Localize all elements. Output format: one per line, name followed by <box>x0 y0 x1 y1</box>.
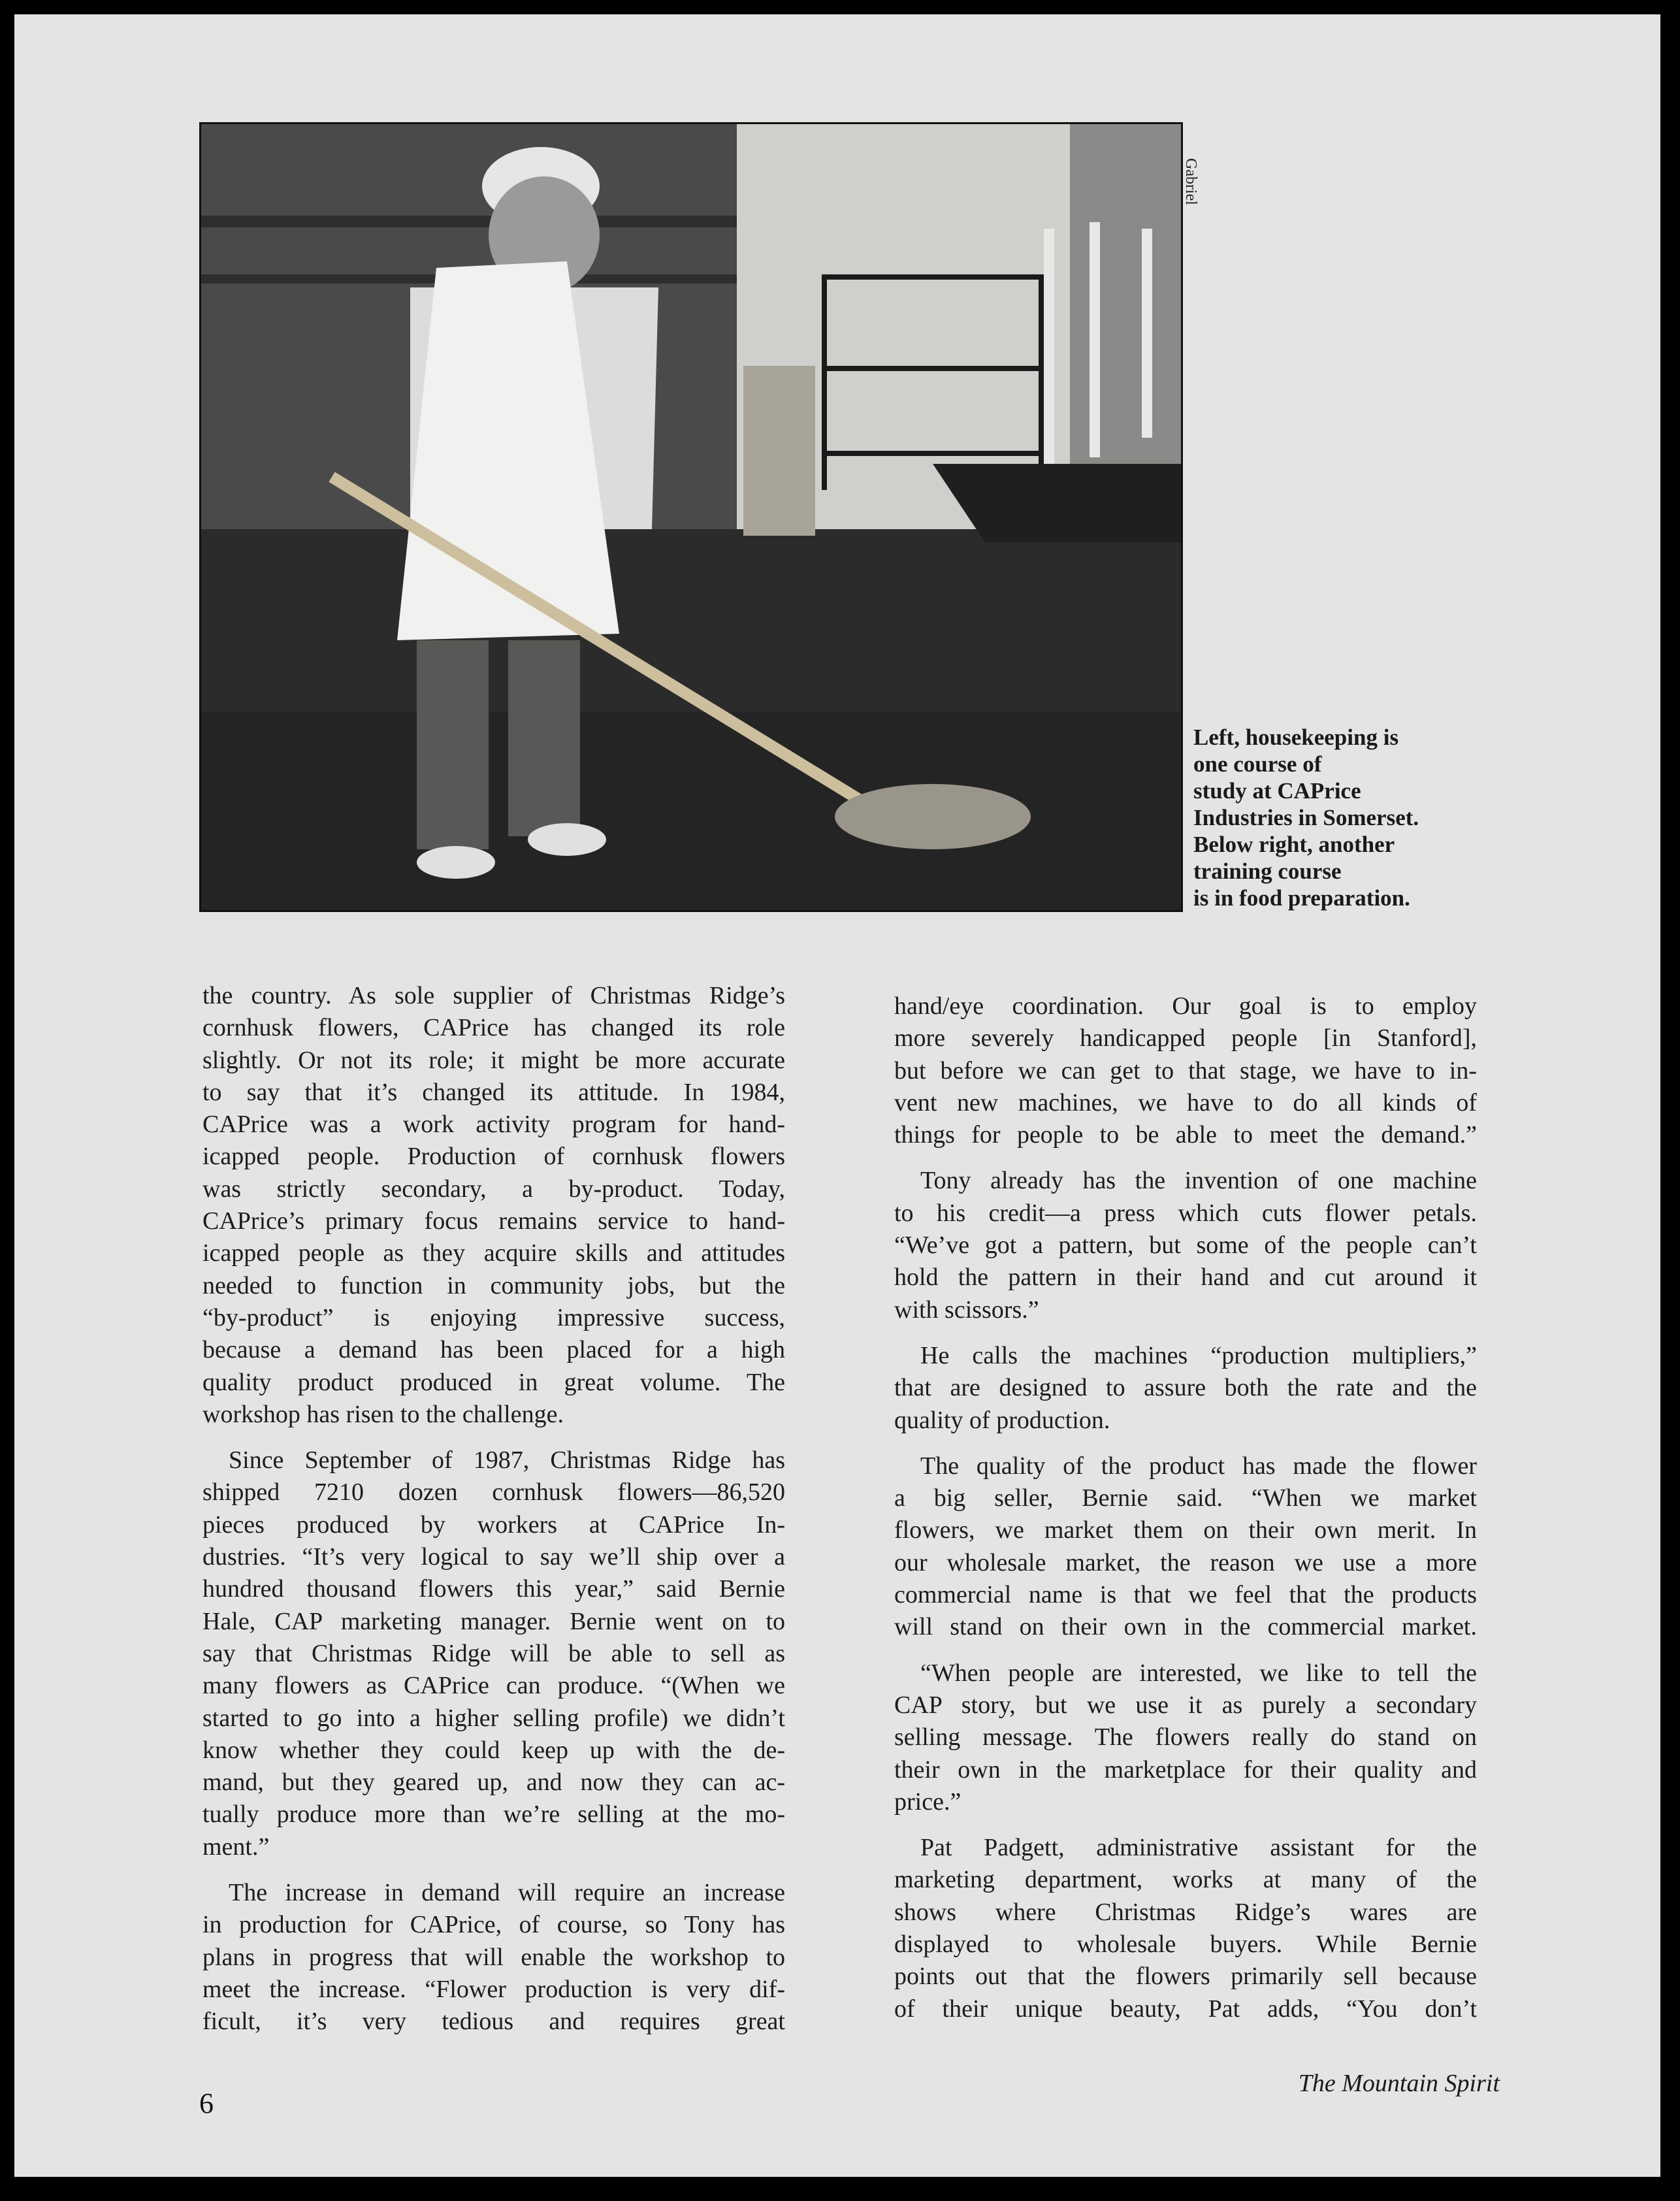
text-line: workshop has risen to the challenge. <box>202 1400 564 1428</box>
text-line: know whether they could keep up with the de- <box>202 1736 785 1764</box>
text-line: Pat Padgett, administrative assistant for the <box>920 1834 1477 1862</box>
text-line: quality product produced in great volume. The <box>202 1368 785 1396</box>
caption-line: Industries in Somerset. <box>1193 805 1419 830</box>
text-line: many flowers as CAPrice can produce. “(When we <box>202 1672 785 1700</box>
text-line: to his credit—a press which cuts flower petals. <box>894 1199 1477 1227</box>
text-line: Tony already has the invention of one machine <box>920 1167 1477 1195</box>
text-line: CAP story, but we use it as purely a secondary <box>894 1691 1477 1719</box>
magazine-page <box>14 14 1660 2177</box>
text-line: “by-product” is enjoying impressive success, <box>202 1303 785 1331</box>
article-paragraph <box>202 1444 785 1863</box>
text-line: The quality of the product has made the flower <box>920 1452 1477 1480</box>
text-line: marketing department, works at many of the <box>894 1866 1477 1894</box>
article-paragraph <box>894 990 1477 1151</box>
photo-caption <box>1193 724 1494 911</box>
text-line: hold the pattern in their hand and cut around it <box>894 1264 1477 1292</box>
text-line: “We’ve got a pattern, but some of the people can’t <box>894 1231 1477 1260</box>
text-line: slightly. Or not its role; it might be more accurate <box>202 1046 785 1074</box>
article-paragraph <box>894 1165 1477 1326</box>
article-paragraph <box>202 980 785 1431</box>
article-paragraph <box>894 1450 1477 1644</box>
text-line: CAPrice’s primary focus remains service to hand- <box>202 1207 785 1235</box>
text-line: more severely handicapped people [in Stanford], <box>894 1024 1477 1052</box>
text-line: CAPrice was a work activity program for hand- <box>202 1111 785 1139</box>
text-line: with scissors.” <box>894 1296 1039 1324</box>
text-line: dustries. “It’s very logical to say we’ll ship over a <box>202 1543 785 1571</box>
text-line: mand, but they geared up, and now they can ac- <box>202 1769 785 1797</box>
article-paragraph <box>202 1877 785 2038</box>
text-line: our wholesale market, the reason we use a more <box>894 1548 1477 1576</box>
text-line: say that Christmas Ridge will be able to sell as <box>202 1639 785 1667</box>
article-paragraph <box>894 1657 1477 1818</box>
text-line: shipped 7210 dozen cornhusk flowers—86,520 <box>202 1478 785 1507</box>
text-line: in production for CAPrice, of course, so Tony has <box>202 1911 785 1939</box>
text-line: quality of production. <box>894 1406 1110 1434</box>
article-paragraph <box>894 1340 1477 1437</box>
text-line: ficult, it’s very tedious and requires great <box>202 2008 785 2036</box>
text-line: tually produce more than we’re selling at the mo- <box>202 1801 785 1829</box>
caption-line: Below right, another <box>1193 832 1395 857</box>
publication-title: The Mountain Spirit <box>1298 2070 1500 2097</box>
article-column-left <box>202 980 785 2052</box>
text-line: selling message. The flowers really do stand on <box>894 1723 1477 1752</box>
text-line: Hale, CAP marketing manager. Bernie went on to <box>202 1607 785 1635</box>
photo-illustration <box>201 124 1181 910</box>
text-line: Since September of 1987, Christmas Ridge has <box>229 1446 785 1475</box>
photo-housekeeping <box>199 122 1183 912</box>
text-line: started to go into a higher selling profile) we didn’t <box>202 1704 785 1732</box>
text-line: things for people to be able to meet the demand.” <box>894 1121 1477 1149</box>
caption-line: study at CAPrice <box>1193 778 1361 804</box>
caption-line: one course of <box>1193 751 1322 777</box>
text-line: plans in progress that will enable the workshop to <box>202 1943 785 1971</box>
text-line: He calls the machines “production multipliers,” <box>920 1341 1477 1369</box>
text-line: needed to function in community jobs, but the <box>202 1271 785 1299</box>
text-line: flowers, we market them on their own merit. In <box>894 1516 1477 1544</box>
text-line: commercial name is that we feel that the products <box>894 1581 1477 1609</box>
text-line: cornhusk flowers, CAPrice has changed its role <box>202 1014 785 1042</box>
text-line: icapped people as they acquire skills and attitudes <box>202 1239 785 1267</box>
text-line: meet the increase. “Flower production is very dif- <box>202 1975 785 2003</box>
text-line: to say that it’s changed its attitude. In 1984, <box>202 1078 785 1106</box>
text-line: price.” <box>894 1787 961 1816</box>
caption-line: is in food preparation. <box>1193 885 1410 911</box>
text-line: vent new machines, we have to do all kinds of <box>894 1088 1477 1117</box>
text-line: their own in the marketplace for their quality and <box>894 1755 1477 1784</box>
text-line: a big seller, Bernie said. “When we market <box>894 1484 1477 1512</box>
text-line: of their unique beauty, Pat adds, “You don’t <box>894 1995 1477 2023</box>
text-line: ment.” <box>202 1833 270 1861</box>
text-line: will stand on their own in the commercial market. <box>894 1613 1477 1641</box>
text-line: the country. As sole supplier of Christmas Ridge’s <box>202 982 785 1009</box>
text-line: “When people are interested, we like to tell the <box>920 1659 1477 1687</box>
text-line: icapped people. Production of cornhusk flowers <box>202 1143 785 1171</box>
text-line: pieces produced by workers at CAPrice In- <box>202 1510 785 1539</box>
text-line: was strictly secondary, a by-product. Today, <box>202 1175 785 1203</box>
caption-line: Left, housekeeping is <box>1193 725 1399 750</box>
text-line: shows where Christmas Ridge’s wares are <box>894 1898 1477 1926</box>
text-line: hand/eye coordination. Our goal is to employ <box>894 992 1477 1020</box>
photo-credit: Gabriel <box>1182 158 1199 205</box>
text-line: The increase in demand will require an increase <box>229 1879 785 1907</box>
text-line: because a demand has been placed for a high <box>202 1336 785 1364</box>
text-line: points out that the flowers primarily sell because <box>894 1963 1477 1991</box>
caption-line: training course <box>1193 858 1342 884</box>
text-line: that are designed to assure both the rate and the <box>894 1374 1477 1402</box>
text-line: displayed to wholesale buyers. While Bernie <box>894 1931 1477 1959</box>
text-line: hundred thousand flowers this year,” said Bernie <box>202 1575 785 1603</box>
article-paragraph <box>894 1832 1477 2025</box>
article-column-right <box>894 990 1477 2039</box>
page-number: 6 <box>199 2087 214 2119</box>
text-line: but before we can get to that stage, we have to in- <box>894 1056 1477 1084</box>
